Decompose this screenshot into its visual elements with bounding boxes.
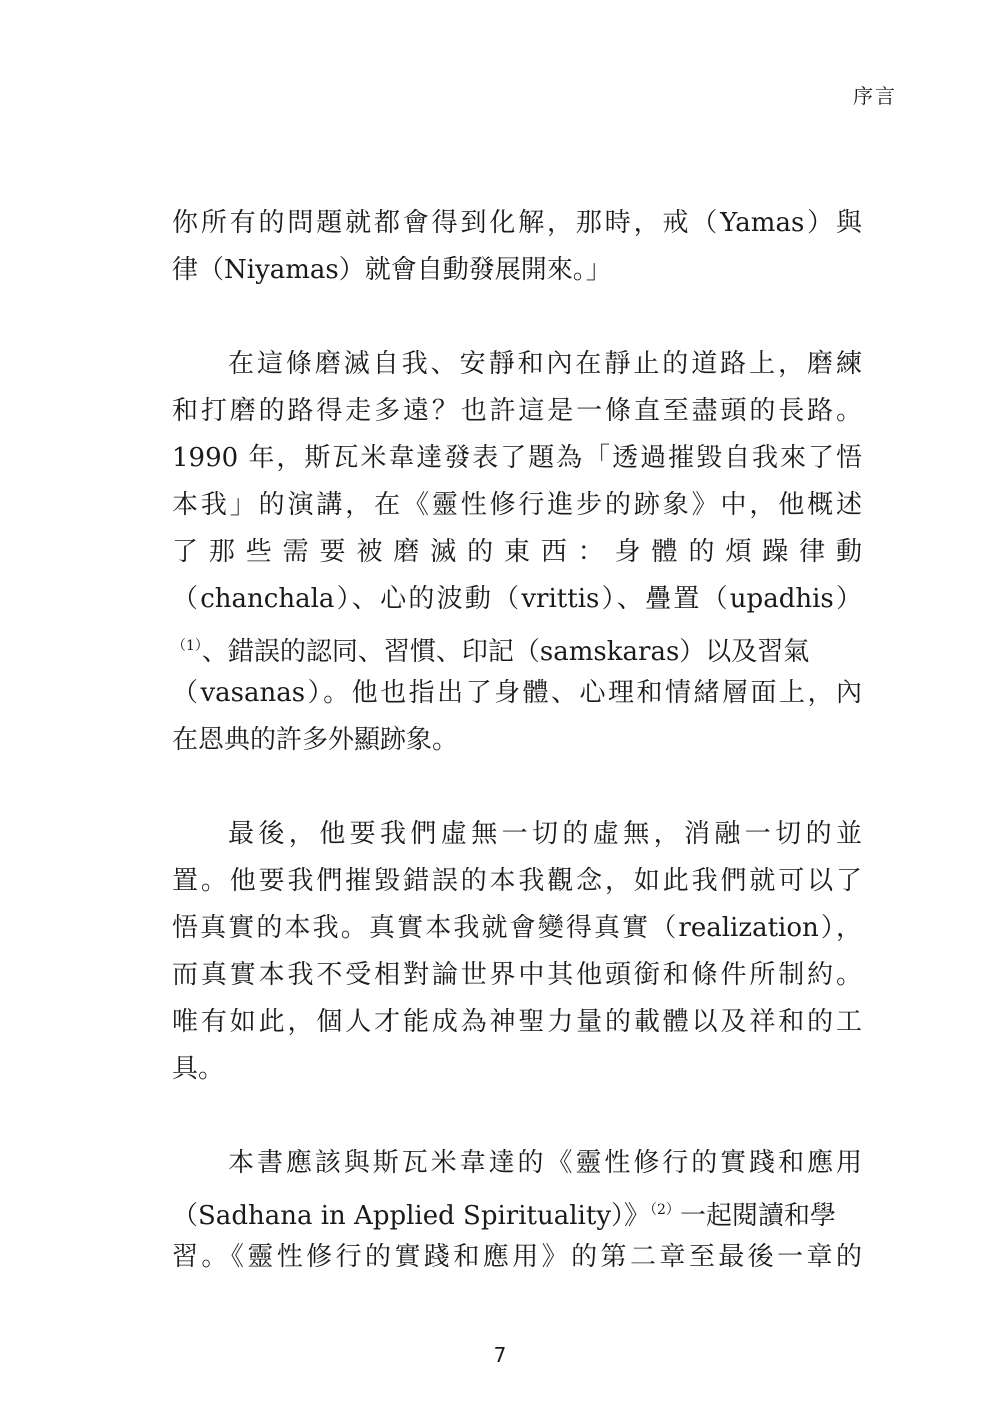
text-line: 唯有如此，個人才能成為神聖力量的載體以及祥和的工	[172, 1007, 862, 1037]
text-segment: 、錯誤的認同、習慣、印記（samskaras）以及習氣	[201, 637, 810, 667]
text-line	[172, 1187, 862, 1234]
text-line: （vasanas）。他也指出了身體、心理和情緒層面上，內	[172, 678, 862, 708]
text-line: 和打磨的路得走多遠？也許這是一條直至盡頭的長路。	[172, 396, 862, 426]
text-line: 在這條磨滅自我、安靜和內在靜止的道路上，磨練	[228, 349, 862, 379]
text-line	[172, 623, 862, 670]
text-line: 1990 年，斯瓦米韋達發表了題為「透過摧毀自我來了悟	[172, 443, 862, 473]
footnote-marker: （1）	[172, 638, 202, 654]
paragraph-1	[172, 200, 862, 294]
text-line: 本書應該與斯瓦米韋達的《靈性修行的實踐和應用	[228, 1148, 862, 1178]
text-line: 最後，他要我們虛無一切的虛無，消融一切的並	[228, 819, 862, 849]
text-line: 具。	[172, 1054, 225, 1084]
text-line: 了 那 些 需 要 被 磨 滅 的 東 西 ： 身 體 的 煩 躁 律 動	[172, 537, 862, 567]
text-segment: （Sadhana in Applied Spirituality）》	[172, 1201, 651, 1231]
text-segment: 一起閱讀和學	[679, 1201, 836, 1231]
text-line: 在恩典的許多外顯跡象。	[172, 725, 459, 755]
text-line: 你所有的問題就都會得到化解，那時，戒（Yamas）與	[172, 208, 862, 238]
text-line: 而真實本我不受相對論世界中其他頭銜和條件所制約。	[172, 960, 862, 990]
text-line: 悟真實的本我。真實本我就會變得真實（realization），	[172, 913, 862, 943]
running-header: 序言	[853, 84, 897, 108]
body-text	[172, 200, 862, 1281]
paragraph-2	[172, 341, 862, 764]
page-number: 7	[493, 1343, 507, 1367]
text-line: 置。他要我們摧毀錯誤的本我觀念，如此我們就可以了	[172, 866, 862, 896]
text-line: 本我」的演講，在《靈性修行進步的跡象》中，他概述	[172, 490, 862, 520]
text-line: （chanchala）、心的波動（vrittis）、疊置（upadhis）	[172, 584, 862, 614]
footnote-marker: （2）	[650, 1202, 680, 1218]
paragraph-3	[172, 811, 862, 1093]
paragraph-4	[172, 1140, 862, 1281]
text-line: 習。《靈性修行的實踐和應用》的第二章至最後一章的	[172, 1242, 862, 1272]
text-line: 律（Niyamas）就會自動發展開來。」	[172, 255, 612, 285]
